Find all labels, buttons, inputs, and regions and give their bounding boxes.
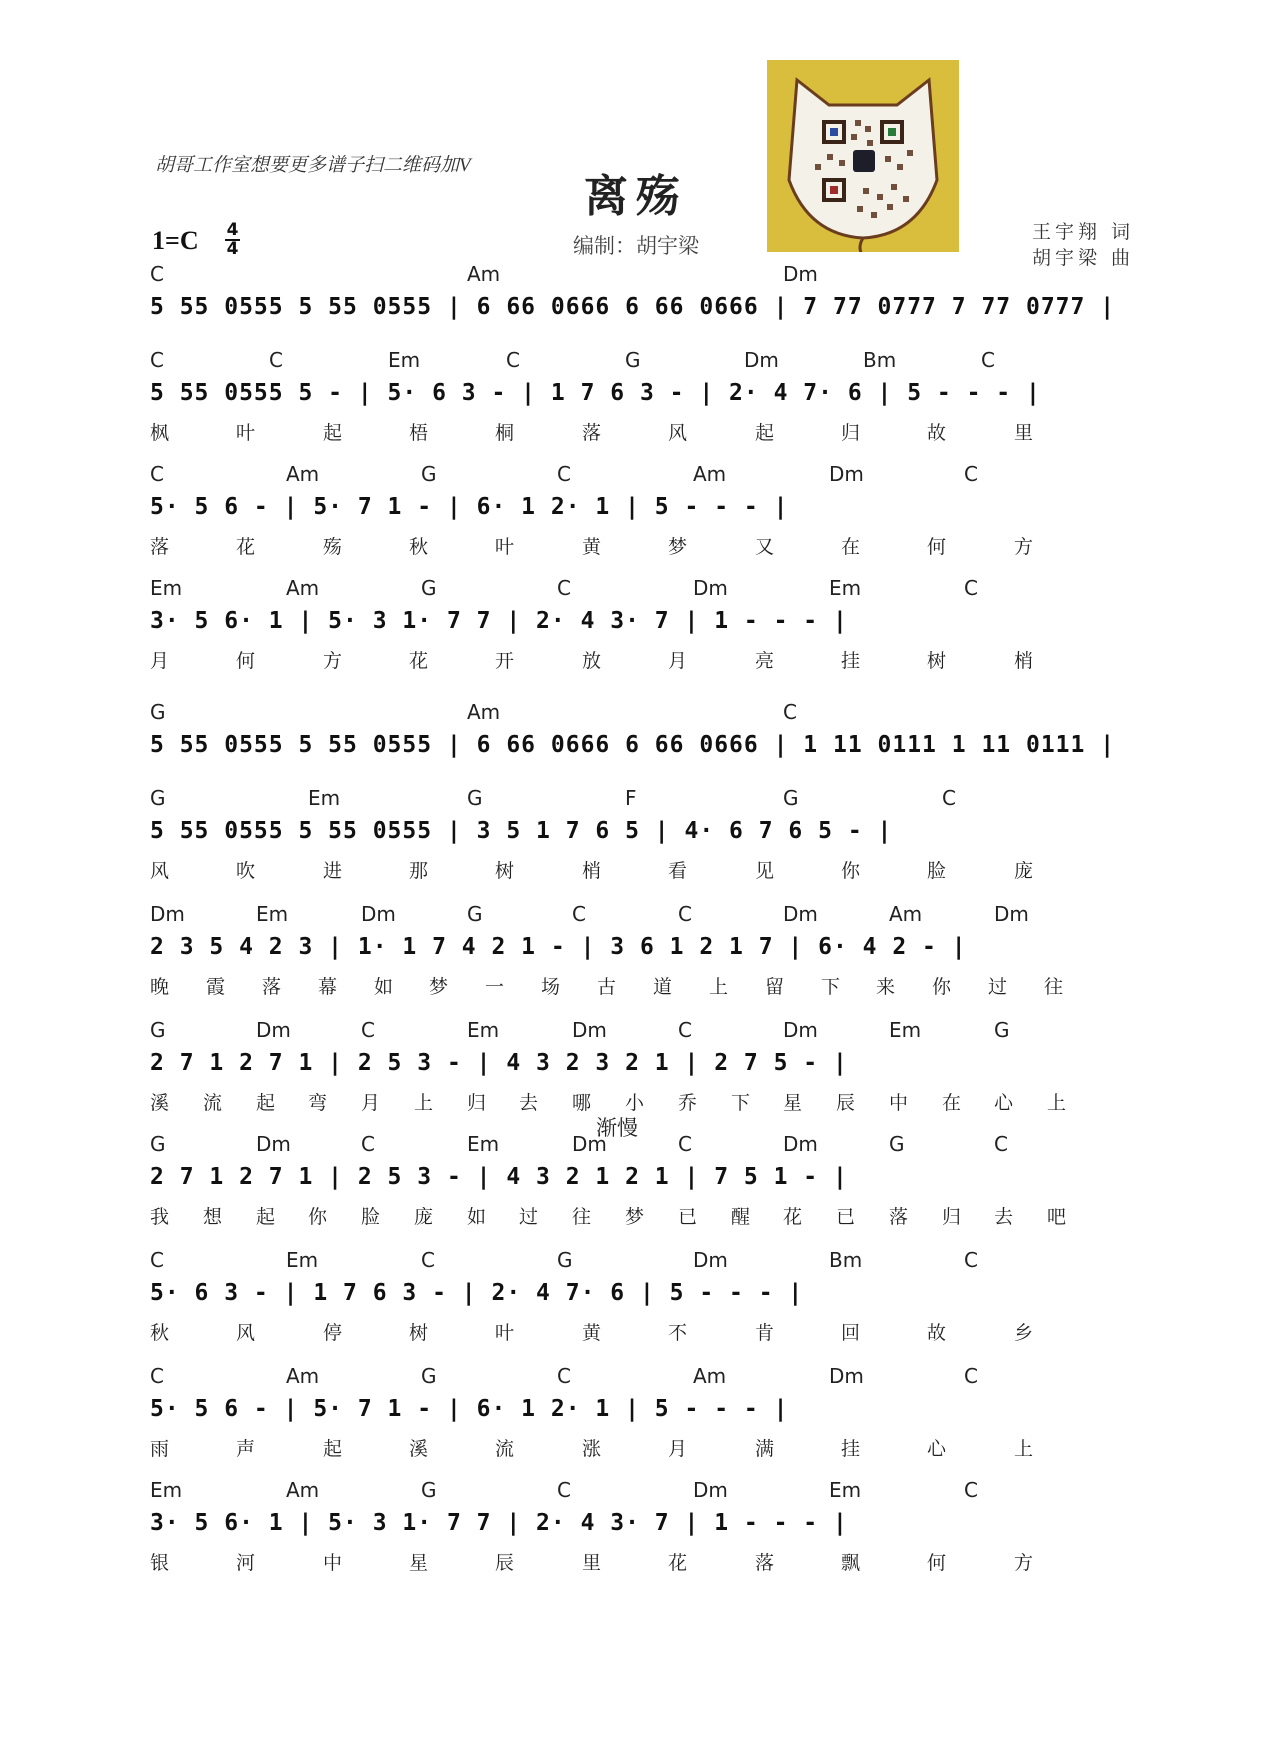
chord-symbol: C — [150, 262, 164, 286]
chord-symbol: G — [889, 1132, 905, 1156]
chord-symbol: Em — [829, 576, 862, 600]
note-row — [150, 730, 1130, 770]
lyric-row — [150, 1434, 1130, 1464]
lyric-character: 挂 — [841, 650, 861, 672]
lyric-character: 过 — [519, 1206, 539, 1228]
lyric-character: 落 — [889, 1206, 909, 1228]
lyric-character: 过 — [988, 976, 1008, 998]
chord-symbol: G — [421, 576, 437, 600]
jianpu-notes: 2 3 5 4 2 3 | 1· 1 7 4 2 1 - | 3 6 1 2 1 7 | 6· 4 2 - | — [150, 934, 967, 960]
chord-symbol: C — [678, 902, 692, 926]
chord-row — [150, 1248, 1130, 1278]
chord-symbol: Em — [467, 1018, 500, 1042]
lyric-character: 落 — [150, 536, 170, 558]
chord-symbol: C — [557, 576, 571, 600]
chord-row — [150, 902, 1130, 932]
chord-symbol: Dm — [783, 1132, 818, 1156]
tempo-marking: 渐慢 — [596, 1116, 638, 1140]
lyric-character: 中 — [323, 1552, 343, 1574]
lyric-character: 星 — [783, 1092, 803, 1114]
lyric-character: 心 — [994, 1092, 1014, 1114]
lyric-character: 花 — [783, 1206, 803, 1228]
chord-symbol: C — [506, 348, 520, 372]
lyric-character: 幕 — [318, 976, 338, 998]
watermark-text: 胡哥工作室想要更多谱子扫二维码加V — [155, 155, 471, 176]
chord-symbol: G — [625, 348, 641, 372]
chord-row — [150, 262, 1130, 292]
lyric-character: 肯 — [755, 1322, 775, 1344]
lyric-character: 下 — [821, 976, 841, 998]
chord-symbol: Em — [150, 576, 183, 600]
lyric-character: 中 — [889, 1092, 909, 1114]
jianpu-notes: 3· 5 6· 1 | 5· 3 1· 7 7 | 2· 4 3· 7 | 1 - - - | — [150, 1510, 848, 1536]
lyric-row — [150, 646, 1130, 676]
lyric-character: 归 — [841, 422, 861, 444]
chord-symbol: C — [964, 576, 978, 600]
chord-symbol: Dm — [829, 1364, 864, 1388]
score-line — [150, 902, 1130, 1002]
time-signature — [225, 220, 240, 259]
lyric-character: 去 — [519, 1092, 539, 1114]
lyric-character: 银 — [150, 1552, 170, 1574]
chord-symbol: G — [467, 786, 483, 810]
jianpu-notes: 5 55 0555 5 55 0555 | 6 66 0666 6 66 0666 | 1 11 0111 1 11 0111 | — [150, 732, 1116, 758]
lyric-character: 落 — [262, 976, 282, 998]
chord-symbol: Dm — [783, 902, 818, 926]
jianpu-notes: 2 7 1 2 7 1 | 2 5 3 - | 4 3 2 3 2 1 | 2 7 5 - | — [150, 1050, 848, 1076]
lyric-character: 里 — [1014, 422, 1034, 444]
chord-symbol: C — [150, 462, 164, 486]
note-row — [150, 816, 1130, 856]
lyric-character: 放 — [582, 650, 602, 672]
lyric-character: 往 — [1044, 976, 1064, 998]
lyric-character: 来 — [876, 976, 896, 998]
lyric-character: 停 — [323, 1322, 343, 1344]
lyric-character: 你 — [308, 1206, 328, 1228]
chord-symbol: Dm — [783, 1018, 818, 1042]
time-signature-top: 4 — [226, 220, 239, 240]
lyric-character: 声 — [236, 1438, 256, 1460]
lyric-character: 飘 — [841, 1552, 861, 1574]
note-row — [150, 1048, 1130, 1088]
lyric-character: 如 — [467, 1206, 487, 1228]
chord-symbol: Dm — [829, 462, 864, 486]
lyric-character: 起 — [256, 1092, 276, 1114]
lyric-character: 树 — [927, 650, 947, 672]
chord-symbol: Em — [889, 1018, 922, 1042]
lyric-character: 黄 — [582, 536, 602, 558]
lyric-character: 又 — [755, 536, 775, 558]
lyric-character: 故 — [927, 422, 947, 444]
lyric-character: 何 — [927, 1552, 947, 1574]
chord-symbol: Dm — [744, 348, 779, 372]
lyric-character: 归 — [467, 1092, 487, 1114]
jianpu-notes: 5· 6 3 - | 1 7 6 3 - | 2· 4 7· 6 | 5 - - - | — [150, 1280, 804, 1306]
chord-symbol: C — [994, 1132, 1008, 1156]
lyric-character: 晚 — [150, 976, 170, 998]
chord-symbol: Em — [829, 1478, 862, 1502]
lyric-character: 雨 — [150, 1438, 170, 1460]
lyric-character: 庞 — [414, 1206, 434, 1228]
chord-symbol: C — [557, 462, 571, 486]
score-line — [150, 1018, 1130, 1118]
lyric-character: 何 — [236, 650, 256, 672]
lyric-character: 留 — [765, 976, 785, 998]
lyric-character: 脸 — [361, 1206, 381, 1228]
lyric-character: 满 — [755, 1438, 775, 1460]
score-line — [150, 462, 1130, 562]
lyric-character: 黄 — [582, 1322, 602, 1344]
lyric-character: 上 — [1014, 1438, 1034, 1460]
lyric-character: 亮 — [755, 650, 775, 672]
chord-symbol: Am — [286, 1364, 320, 1388]
lyric-character: 想 — [203, 1206, 223, 1228]
lyric-character: 在 — [942, 1092, 962, 1114]
chord-symbol: C — [421, 1248, 435, 1272]
lyric-row — [150, 972, 1130, 1002]
lyric-character: 起 — [323, 1438, 343, 1460]
chord-symbol: G — [467, 902, 483, 926]
chord-symbol: Em — [388, 348, 421, 372]
chord-symbol: Dm — [693, 576, 728, 600]
chord-symbol: Dm — [256, 1018, 291, 1042]
lyric-character: 枫 — [150, 422, 170, 444]
chord-row — [150, 462, 1130, 492]
chord-symbol: Em — [286, 1248, 319, 1272]
chord-row — [150, 576, 1130, 606]
lyric-character: 往 — [572, 1206, 592, 1228]
lyric-character: 看 — [668, 860, 688, 882]
lyric-row — [150, 1318, 1130, 1348]
chord-symbol: G — [783, 786, 799, 810]
lyric-character: 庞 — [1014, 860, 1034, 882]
chord-symbol: C — [150, 1364, 164, 1388]
lyric-row — [150, 532, 1130, 562]
chord-symbol: C — [981, 348, 995, 372]
lyric-character: 辰 — [495, 1552, 515, 1574]
lyric-character: 落 — [582, 422, 602, 444]
lyric-character: 小 — [625, 1092, 645, 1114]
arranger-credit: 编制：胡宇梁 — [573, 234, 699, 258]
chord-symbol: C — [361, 1132, 375, 1156]
lyric-character: 流 — [495, 1438, 515, 1460]
jianpu-notes: 3· 5 6· 1 | 5· 3 1· 7 7 | 2· 4 3· 7 | 1 - - - | — [150, 608, 848, 634]
lyric-character: 见 — [755, 860, 775, 882]
lyric-character: 进 — [323, 860, 343, 882]
lyric-character: 归 — [942, 1206, 962, 1228]
lyric-character: 乡 — [1014, 1322, 1034, 1344]
chord-symbol: C — [783, 700, 797, 724]
note-row — [150, 292, 1130, 332]
chord-symbol: C — [269, 348, 283, 372]
lyric-character: 开 — [495, 650, 515, 672]
chord-symbol: Am — [286, 462, 320, 486]
chord-symbol: Am — [889, 902, 923, 926]
chord-symbol: C — [361, 1018, 375, 1042]
lyric-character: 风 — [150, 860, 170, 882]
lyric-character: 故 — [927, 1322, 947, 1344]
chord-symbol: Am — [693, 1364, 727, 1388]
chord-symbol: C — [942, 786, 956, 810]
lyric-character: 道 — [653, 976, 673, 998]
lyric-character: 脸 — [927, 860, 947, 882]
chord-symbol: G — [994, 1018, 1010, 1042]
lyric-character: 流 — [203, 1092, 223, 1114]
lyric-character: 梦 — [429, 976, 449, 998]
note-row — [150, 1508, 1130, 1548]
lyric-character: 古 — [597, 976, 617, 998]
note-row — [150, 1394, 1130, 1434]
score-line — [150, 1364, 1130, 1464]
lyric-character: 河 — [236, 1552, 256, 1574]
score-line — [150, 262, 1130, 362]
score-line — [150, 786, 1130, 886]
lyric-character: 已 — [836, 1206, 856, 1228]
note-row — [150, 606, 1130, 646]
chord-symbol: C — [678, 1018, 692, 1042]
chord-symbol: G — [150, 1018, 166, 1042]
lyric-character: 辰 — [836, 1092, 856, 1114]
lyric-character: 花 — [409, 650, 429, 672]
chord-symbol: C — [572, 902, 586, 926]
lyric-character: 弯 — [308, 1092, 328, 1114]
time-signature-bottom: 4 — [226, 239, 239, 259]
lyric-character: 霞 — [206, 976, 226, 998]
lyric-character: 涨 — [582, 1438, 602, 1460]
lyric-character: 月 — [361, 1092, 381, 1114]
lyric-character: 梦 — [625, 1206, 645, 1228]
lyric-character: 桐 — [495, 422, 515, 444]
chord-symbol: G — [421, 462, 437, 486]
chord-symbol: Em — [150, 1478, 183, 1502]
score-line — [150, 1478, 1130, 1578]
lyric-row — [150, 418, 1130, 448]
lyric-character: 梢 — [1014, 650, 1034, 672]
key-signature: 1=C — [152, 226, 199, 255]
lyric-character: 风 — [236, 1322, 256, 1344]
lyric-character: 心 — [927, 1438, 947, 1460]
chord-symbol: Am — [467, 700, 501, 724]
lyric-character: 醒 — [731, 1206, 751, 1228]
lyric-character: 里 — [582, 1552, 602, 1574]
chord-symbol: Dm — [783, 262, 818, 286]
chord-symbol: C — [964, 1478, 978, 1502]
lyric-character: 叶 — [495, 1322, 515, 1344]
note-row — [150, 378, 1130, 418]
chord-symbol: Em — [256, 902, 289, 926]
lyric-character: 方 — [323, 650, 343, 672]
lyric-character: 风 — [668, 422, 688, 444]
chord-symbol: C — [964, 462, 978, 486]
lyric-character: 树 — [495, 860, 515, 882]
lyric-row — [150, 1088, 1130, 1118]
chord-symbol: C — [150, 1248, 164, 1272]
lyric-character: 不 — [668, 1322, 688, 1344]
lyric-character: 起 — [755, 422, 775, 444]
jianpu-notes: 5· 5 6 - | 5· 7 1 - | 6· 1 2· 1 | 5 - - - | — [150, 1396, 789, 1422]
jianpu-notes: 5 55 0555 5 - | 5· 6 3 - | 1 7 6 3 - | 2· 4 7· 6 | 5 - - - | — [150, 380, 1041, 406]
lyric-character: 梧 — [409, 422, 429, 444]
lyric-character: 星 — [409, 1552, 429, 1574]
score-line — [150, 700, 1130, 800]
note-row — [150, 932, 1130, 972]
chord-symbol: G — [150, 700, 166, 724]
chord-row — [150, 348, 1130, 378]
lyric-character: 秋 — [150, 1322, 170, 1344]
lyric-character: 上 — [414, 1092, 434, 1114]
lyric-character: 月 — [668, 1438, 688, 1460]
lyric-character: 你 — [932, 976, 952, 998]
composer-credit: 胡宇梁 曲 — [1031, 247, 1134, 269]
chord-symbol: Bm — [863, 348, 897, 372]
chord-symbol: Em — [467, 1132, 500, 1156]
lyric-character: 回 — [841, 1322, 861, 1344]
lyric-character: 场 — [541, 976, 561, 998]
lyric-character: 在 — [841, 536, 861, 558]
note-row — [150, 492, 1130, 532]
lyric-character: 叶 — [495, 536, 515, 558]
chord-symbol: Dm — [361, 902, 396, 926]
lyric-character: 乔 — [678, 1092, 698, 1114]
lyric-character: 落 — [755, 1552, 775, 1574]
lyric-row — [150, 1202, 1130, 1232]
chord-symbol: Dm — [994, 902, 1029, 926]
cat-qr-code-icon — [767, 60, 959, 252]
lyric-row — [150, 856, 1130, 886]
lyric-character: 起 — [323, 422, 343, 444]
lyric-character: 已 — [678, 1206, 698, 1228]
jianpu-notes: 2 7 1 2 7 1 | 2 5 3 - | 4 3 2 1 2 1 | 7 5 1 - | — [150, 1164, 848, 1190]
lyric-character: 那 — [409, 860, 429, 882]
chord-row — [150, 700, 1130, 730]
chord-row — [150, 786, 1130, 816]
lyric-row — [150, 1548, 1130, 1578]
lyric-character: 去 — [994, 1206, 1014, 1228]
lyric-character: 如 — [374, 976, 394, 998]
chord-symbol: C — [150, 348, 164, 372]
chord-symbol: G — [421, 1478, 437, 1502]
score-line — [150, 576, 1130, 676]
chord-symbol: C — [678, 1132, 692, 1156]
chord-symbol: F — [625, 786, 637, 810]
lyric-character: 花 — [668, 1552, 688, 1574]
chord-symbol: C — [964, 1364, 978, 1388]
chord-symbol: Dm — [256, 1132, 291, 1156]
score-line — [150, 348, 1130, 448]
note-row — [150, 1162, 1130, 1202]
score-line — [150, 1248, 1130, 1348]
chord-symbol: C — [557, 1364, 571, 1388]
chord-symbol: Bm — [829, 1248, 863, 1272]
lyric-character: 何 — [927, 536, 947, 558]
jianpu-notes: 5· 5 6 - | 5· 7 1 - | 6· 1 2· 1 | 5 - - - | — [150, 494, 789, 520]
chord-symbol: G — [150, 1132, 166, 1156]
chord-symbol: C — [964, 1248, 978, 1272]
lyric-character: 树 — [409, 1322, 429, 1344]
lyric-character: 溪 — [150, 1092, 170, 1114]
chord-symbol: C — [557, 1478, 571, 1502]
chord-symbol: G — [150, 786, 166, 810]
lyric-character: 一 — [485, 976, 505, 998]
chord-symbol: Dm — [693, 1248, 728, 1272]
chord-symbol: Dm — [693, 1478, 728, 1502]
chord-symbol: Am — [467, 262, 501, 286]
chord-symbol: Am — [286, 1478, 320, 1502]
song-title: 离殇 — [584, 171, 688, 222]
chord-symbol: Dm — [572, 1132, 607, 1156]
chord-symbol: G — [557, 1248, 573, 1272]
lyric-character: 方 — [1014, 536, 1034, 558]
lyric-character: 秋 — [409, 536, 429, 558]
lyric-character: 月 — [150, 650, 170, 672]
lyricist-credit: 王宇翔 词 — [1031, 221, 1134, 243]
lyric-character: 下 — [731, 1092, 751, 1114]
score-line — [150, 1132, 1130, 1232]
chord-row — [150, 1364, 1130, 1394]
chord-symbol: Dm — [150, 902, 185, 926]
lyric-character: 起 — [256, 1206, 276, 1228]
lyric-character: 你 — [841, 860, 861, 882]
jianpu-notes: 5 55 0555 5 55 0555 | 3 5 1 7 6 5 | 4· 6 7 6 5 - | — [150, 818, 893, 844]
chord-row — [150, 1132, 1130, 1162]
lyric-character: 吹 — [236, 860, 256, 882]
note-row — [150, 1278, 1130, 1318]
chord-symbol: G — [421, 1364, 437, 1388]
jianpu-notes: 5 55 0555 5 55 0555 | 6 66 0666 6 66 0666 | 7 77 0777 7 77 0777 | — [150, 294, 1116, 320]
chord-row — [150, 1478, 1130, 1508]
lyric-character: 溪 — [409, 1438, 429, 1460]
lyric-character: 殇 — [323, 536, 343, 558]
lyric-character: 哪 — [572, 1092, 592, 1114]
lyric-character: 上 — [709, 976, 729, 998]
lyric-character: 吧 — [1047, 1206, 1067, 1228]
lyric-character: 叶 — [236, 422, 256, 444]
lyric-character: 月 — [668, 650, 688, 672]
lyric-character: 方 — [1014, 1552, 1034, 1574]
lyric-character: 上 — [1047, 1092, 1067, 1114]
lyric-character: 梦 — [668, 536, 688, 558]
chord-row — [150, 1018, 1130, 1048]
lyric-character: 挂 — [841, 1438, 861, 1460]
chord-symbol: Dm — [572, 1018, 607, 1042]
lyric-character: 梢 — [582, 860, 602, 882]
chord-symbol: Am — [286, 576, 320, 600]
lyric-character: 花 — [236, 536, 256, 558]
lyric-character: 我 — [150, 1206, 170, 1228]
chord-symbol: Am — [693, 462, 727, 486]
chord-symbol: Em — [308, 786, 341, 810]
